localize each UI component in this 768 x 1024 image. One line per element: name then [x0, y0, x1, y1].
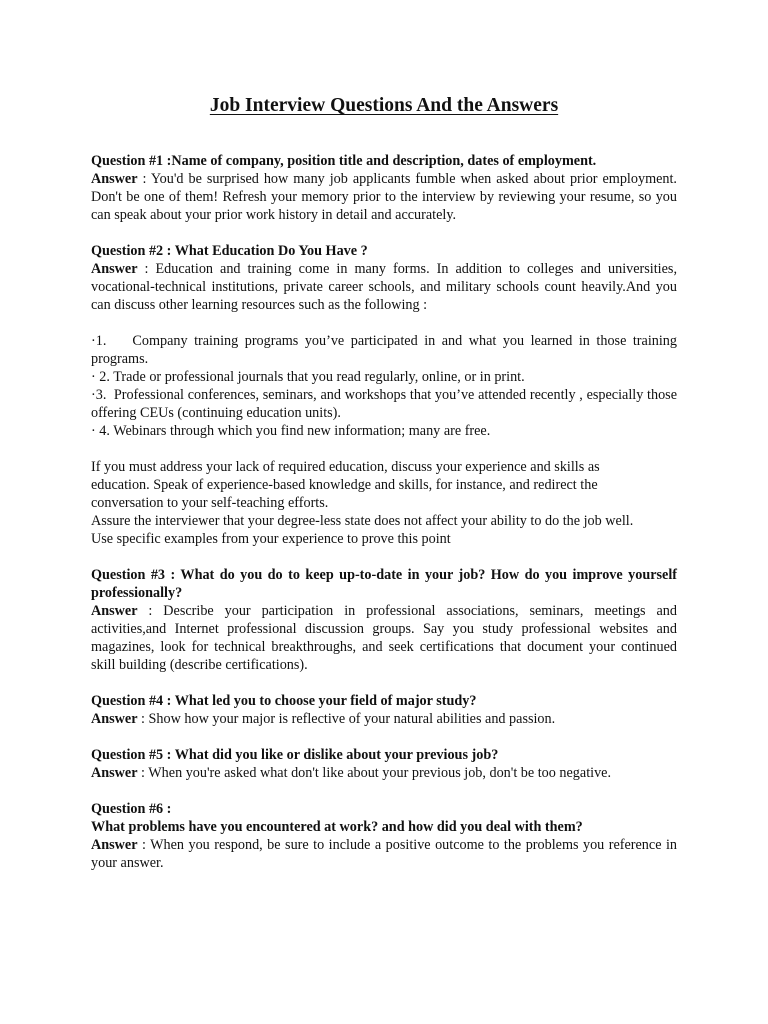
- answer-separator: :: [137, 171, 151, 187]
- spacer: [91, 548, 677, 566]
- qa-block-6: [91, 800, 677, 872]
- education-list-item-3: ·3. Professional conferences, seminars, and workshops that you’ve attended recently , especially those offering CEUs (continuing education units).: [91, 387, 681, 421]
- qa-block-1: [91, 152, 677, 224]
- spacer: [91, 314, 677, 332]
- question-4: Question #4 : What led you to choose your field of major study?: [91, 693, 477, 709]
- answer-label: Answer: [91, 261, 138, 277]
- question-3: Question #3 : What do you do to keep up-to-date in your job? How do you improve yourself professionally?: [91, 567, 677, 601]
- qa-block-5: [91, 746, 677, 782]
- question-6-number: Question #6 :: [91, 801, 172, 817]
- spacer: [91, 782, 677, 800]
- qa-block-2: [91, 242, 681, 548]
- answer-separator: :: [137, 261, 156, 277]
- question-5: Question #5 : What did you like or dislike about your previous job?: [91, 747, 499, 763]
- answer-5: [91, 764, 677, 782]
- answer-label: Answer: [91, 837, 138, 853]
- spacer: [91, 674, 677, 692]
- answer-label: Answer: [91, 171, 138, 187]
- answer-3: [91, 602, 677, 674]
- document-body: [91, 152, 681, 872]
- answer-separator: :: [137, 765, 149, 781]
- answer-2: [91, 260, 677, 314]
- answer-label: Answer: [91, 765, 138, 781]
- spacer: [91, 728, 677, 746]
- answer-4: [91, 710, 677, 728]
- answer-separator: :: [137, 837, 151, 853]
- answer-6: [91, 836, 677, 872]
- answer-4-text: Show how your major is reflective of your natural abilities and passion.: [148, 711, 556, 727]
- education-list-item-1: ·1. Company training programs you’ve participated in and what you learned in those training programs.: [91, 333, 681, 367]
- answer-3-text: Describe your participation in professional associations, seminars, meetings and activities,and Internet professional discussion groups. Say you study professional websites and magazines, look for technical breakthroughs, and seek certifications that document your continued skill building (describe certifications).: [91, 603, 677, 673]
- spacer: [91, 440, 677, 458]
- answer-6-text: When you respond, be sure to include a positive outcome to the problems you reference in your answer.: [91, 837, 677, 871]
- answer-separator: :: [137, 603, 164, 619]
- answer-1: [91, 170, 677, 224]
- answer-label: Answer: [91, 711, 138, 727]
- question-2: Question #2 : What Education Do You Have ?: [91, 243, 368, 259]
- answer-5-text: When you're asked what don't like about your previous job, don't be too negative.: [148, 765, 612, 781]
- question-6: What problems have you encountered at work? and how did you deal with them?: [91, 819, 583, 835]
- answer-label: Answer: [91, 603, 138, 619]
- education-list-item-4: · 4. Webinars through which you find new information; many are free.: [91, 423, 491, 439]
- education-paragraph-1: If you must address your lack of required education, discuss your experience and skills as education. Speak of experience-based knowledge and skills, for instance, and redirect the conversation to your self-teaching efforts.: [91, 459, 600, 511]
- answer-separator: :: [137, 711, 149, 727]
- education-paragraph-2: Assure the interviewer that your degree-less state does not affect your ability to do the job well. Use specific examples from your experience to prove this point: [91, 513, 634, 547]
- qa-block-4: [91, 692, 677, 728]
- question-1: Question #1 :Name of company, position title and description, dates of employment.: [91, 153, 597, 169]
- education-list-item-2: · 2. Trade or professional journals that you read regularly, online, or in print.: [91, 369, 525, 385]
- answer-1-text: You'd be surprised how many job applicants fumble when asked about prior employment. Don't be one of them! Refresh your memory prior to the interview by reviewing your resume, so you can speak about your prior work history in detail and accurately.: [91, 171, 677, 223]
- answer-2-text: Education and training come in many forms. In addition to colleges and universities, vocational-technical institutions, private career schools, and military schools count heavily.And you can discuss other learning resources such as the following :: [91, 261, 677, 313]
- qa-block-3: [91, 566, 677, 674]
- spacer: [91, 224, 677, 242]
- document-title: Job Interview Questions And the Answers: [209, 95, 559, 116]
